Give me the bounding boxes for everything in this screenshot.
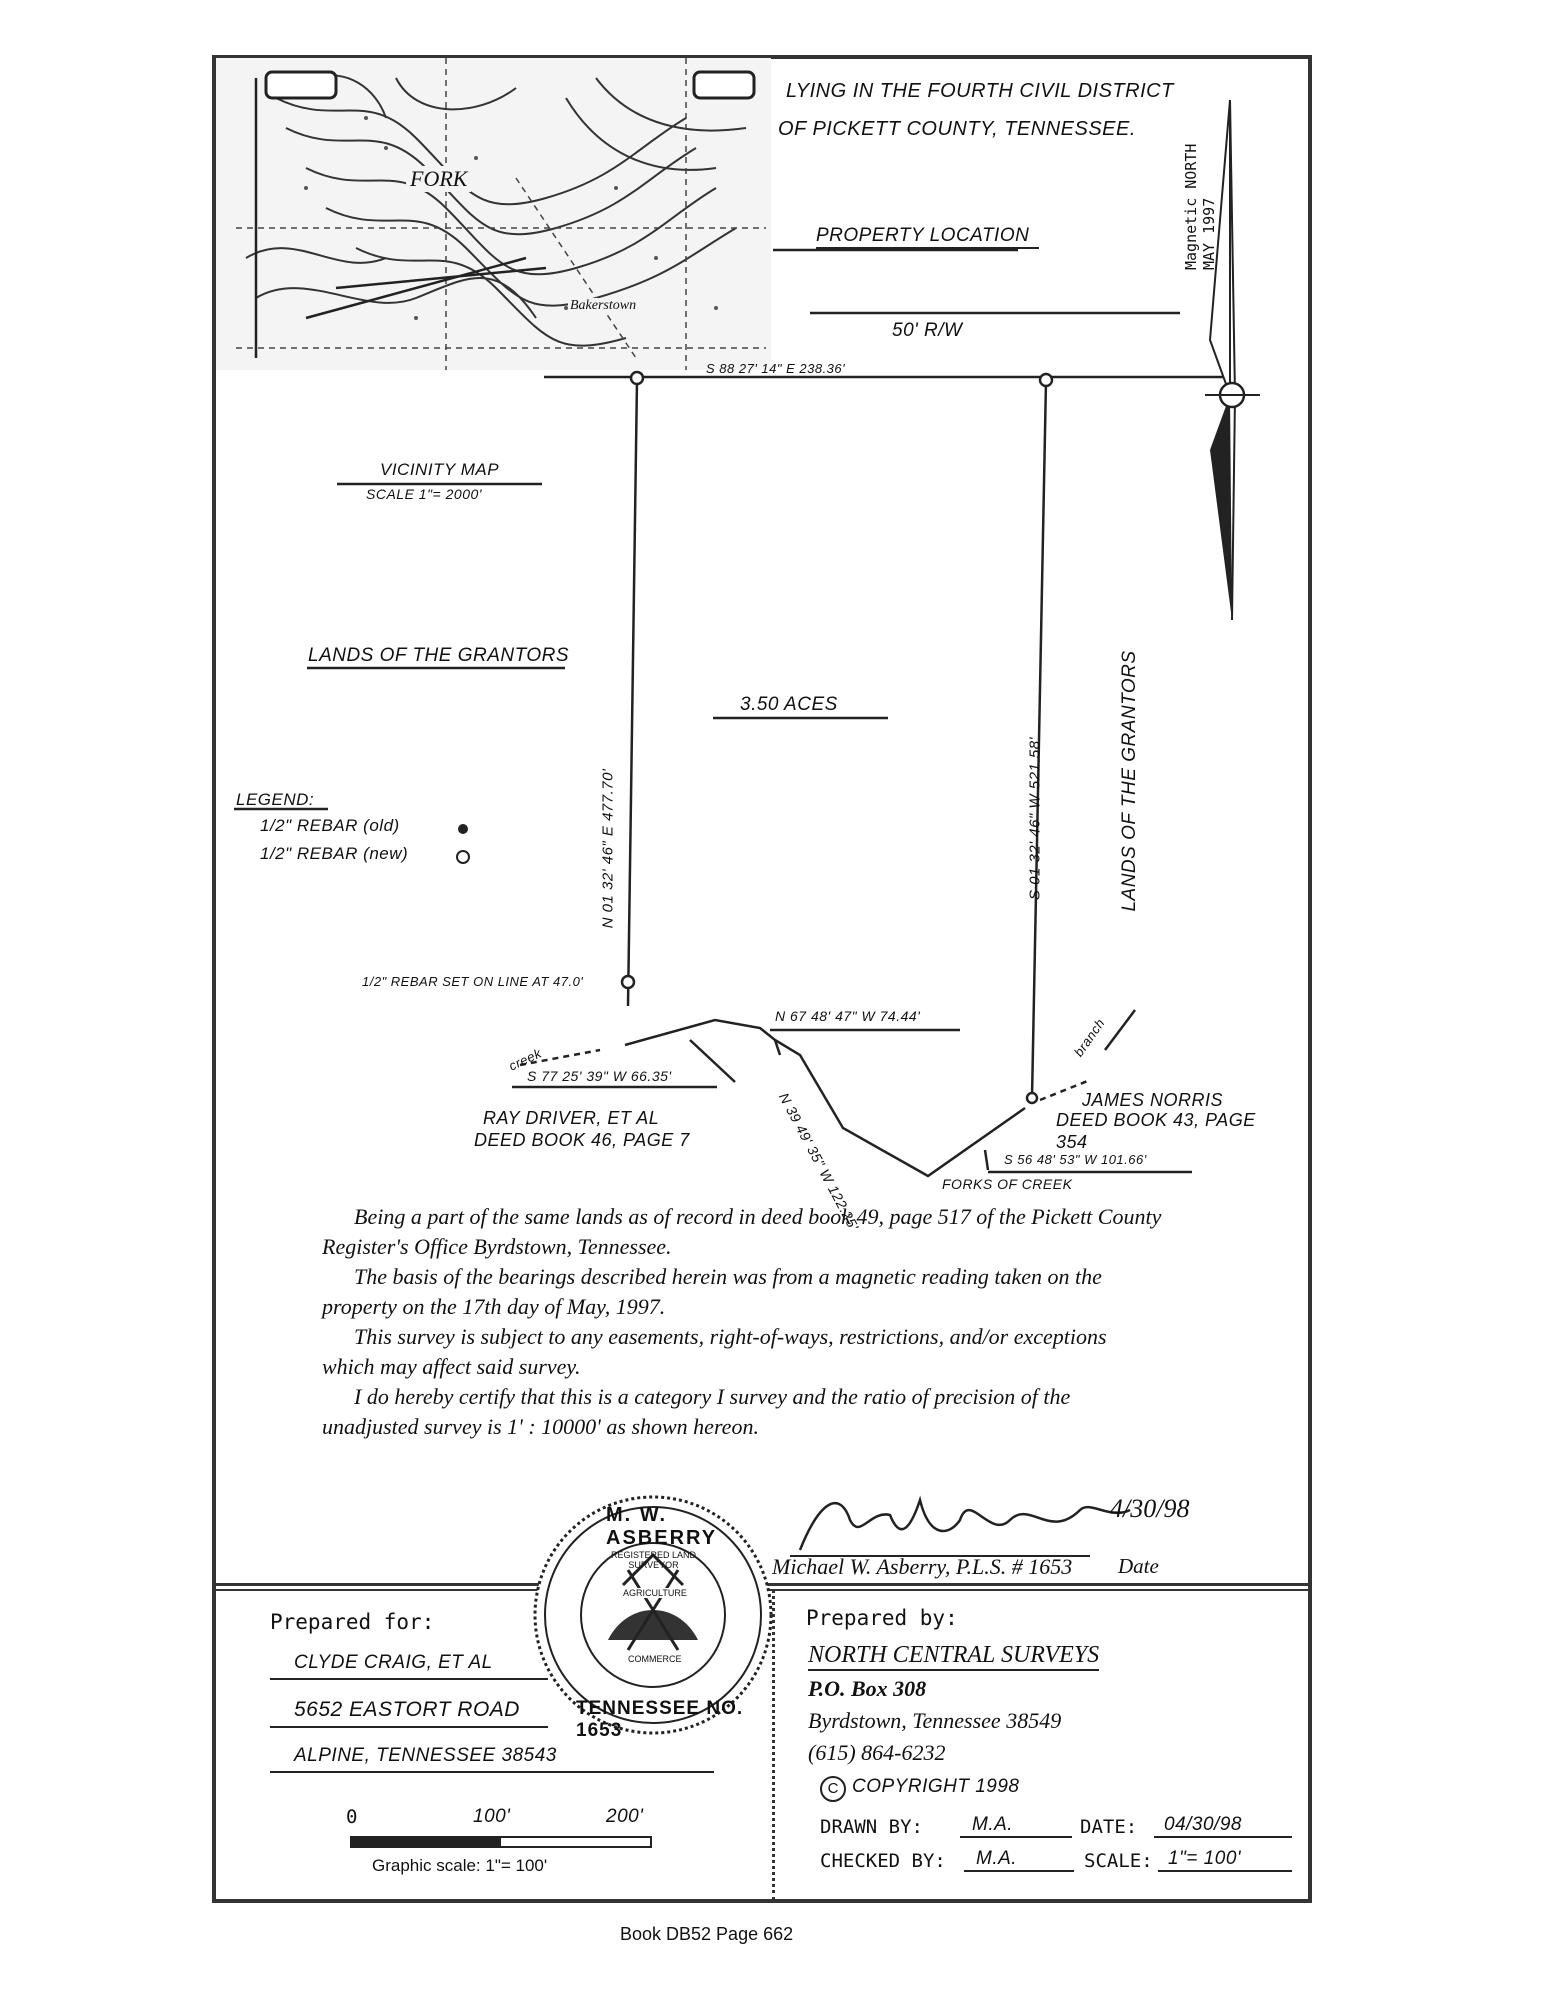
scale-value: 1"= 100' — [1158, 1848, 1292, 1872]
forks-of-creek-label: FORKS OF CREEK — [942, 1176, 1073, 1192]
date-value: 04/30/98 — [1154, 1814, 1292, 1838]
signature-date: 4/30/98 — [1110, 1494, 1190, 1523]
cert-p4b: unadjusted survey is 1' : 10000' as shown hereon. — [322, 1414, 759, 1439]
client-name: CLYDE CRAIG, ET AL — [270, 1652, 548, 1680]
north-line-call: S 88 27' 14" E 238.36' — [706, 361, 846, 376]
legend-item-old: 1/2" REBAR (old) — [260, 816, 400, 835]
north-label-2: MAY 1997 — [1200, 197, 1218, 270]
book-page-footer: Book DB52 Page 662 — [620, 1924, 794, 1944]
call-3-label: N 39 49' 35" W 122.25' — [775, 1090, 863, 1234]
rebar-new-marker-ne — [1040, 374, 1052, 386]
cert-p1a: Being a part of the same lands as of record in deed book 49, page 517 of the Pickett County — [354, 1204, 1162, 1229]
signature-date-label: Date — [1118, 1554, 1159, 1578]
west-boundary-line — [628, 380, 637, 1006]
property-location-label: PROPERTY LOCATION — [816, 225, 1039, 249]
scale-label: SCALE: — [1084, 1850, 1153, 1872]
cert-p1b: Register's Office Byrdstown, Tennessee. — [322, 1234, 672, 1259]
scale-tick-100: 100' — [473, 1806, 511, 1827]
scale-tick-0: 0 — [346, 1806, 358, 1828]
rebar-new-symbol-icon — [456, 850, 470, 864]
seal-bottom-text: TENNESSEE NO. 1653 — [576, 1698, 744, 1741]
company-name: NORTH CENTRAL SURVEYS — [808, 1642, 1099, 1671]
call-4-label: S 56 48' 53" W 101.66' — [1004, 1152, 1147, 1167]
area-label: 3.50 ACES — [740, 694, 838, 715]
client-address: 5652 EASTORT ROAD — [270, 1698, 548, 1728]
adjoiner-west-name: RAY DRIVER, ET AL — [483, 1108, 660, 1128]
seal-center-2: COMMERCE — [628, 1654, 682, 1664]
prepared-for-label: Prepared for: — [270, 1610, 435, 1634]
company-city: Byrdstown, Tennessee 38549 — [808, 1708, 1062, 1733]
client-city: ALPINE, TENNESSEE 38543 — [270, 1745, 714, 1773]
vicinity-place-fork: FORK — [406, 166, 471, 192]
copyright-text: COPYRIGHT 1998 — [852, 1776, 1020, 1797]
creek-boundary-line — [625, 1020, 1025, 1176]
rebar-old-symbol-icon — [458, 824, 468, 834]
graphic-scale-bar — [350, 1836, 652, 1848]
cert-p2a: The basis of the bearings described herein was from a magnetic reading taken on the — [354, 1264, 1102, 1289]
north-label-1: Magnetic NORTH — [1182, 143, 1200, 270]
rebar-new-marker-nw — [631, 372, 643, 384]
checked-by-value: M.A. — [964, 1848, 1074, 1872]
adjoiner-east-deed: DEED BOOK 43, PAGE — [1056, 1110, 1256, 1130]
branch-leader — [1105, 1010, 1135, 1050]
scale-tick-200: 200' — [606, 1806, 644, 1827]
cert-p4a: I do hereby certify that this is a category I survey and the ratio of precision of the — [354, 1384, 1071, 1409]
adjoiner-east-name: JAMES NORRIS — [1082, 1090, 1224, 1110]
legend-title: LEGEND: — [236, 790, 315, 809]
west-line-call: N 01 32' 46" E 477.70' — [599, 768, 617, 929]
graphic-scale-caption: Graphic scale: 1"= 100' — [372, 1856, 548, 1875]
cert-p3a: This survey is subject to any easements, right-of-ways, restrictions, and/or exceptions — [354, 1324, 1107, 1349]
seal-top-text: M. W. ASBERRY — [606, 1504, 718, 1549]
cert-p3b: which may affect said survey. — [322, 1354, 581, 1379]
surveyor-seal — [528, 1490, 778, 1740]
date-label: DATE: — [1080, 1816, 1138, 1838]
rebar-new-marker-se — [1027, 1093, 1037, 1103]
creek-label: creek — [506, 1045, 544, 1074]
company-box: P.O. Box 308 — [808, 1676, 927, 1701]
drawn-by-label: DRAWN BY: — [820, 1816, 923, 1838]
vicinity-map-scale: SCALE 1"= 2000' — [366, 486, 482, 502]
call-4-tick — [985, 1150, 988, 1170]
adjoiner-west-deed: DEED BOOK 46, PAGE 7 — [474, 1130, 690, 1150]
east-line-call: S 01 32' 46" W 521.58' — [1026, 737, 1044, 900]
graphic-scale-bar-filled — [352, 1838, 501, 1846]
cert-p2b: property on the 17th day of May, 1997. — [322, 1294, 666, 1319]
prepared-by-label: Prepared by: — [806, 1606, 958, 1630]
location-line-1: LYING IN THE FOURTH CIVIL DISTRICT — [786, 80, 1174, 102]
adjoiner-east-page: 354 — [1056, 1132, 1088, 1152]
lands-of-grantors-east: LANDS OF THE GRANTORS — [1119, 650, 1140, 912]
call-2-label: N 67 48' 47" W 74.44' — [775, 1008, 921, 1024]
call-1-leader — [690, 1040, 735, 1082]
call-1-label: S 77 25' 39" W 66.35' — [527, 1068, 672, 1084]
copyright-icon: C — [820, 1776, 846, 1802]
location-line-2: OF PICKETT COUNTY, TENNESSEE. — [778, 118, 1136, 140]
right-of-way-label: 50' R/W — [892, 320, 963, 341]
branch-label: branch — [1070, 1015, 1108, 1060]
vicinity-place-town: Bakerstown — [570, 298, 637, 313]
seal-center-1: AGRICULTURE — [623, 1588, 687, 1598]
checked-by-label: CHECKED BY: — [820, 1850, 946, 1872]
seal-inner-text: REGISTERED LAND SURVEYOR — [610, 1550, 697, 1570]
rebar-set-note: 1/2" REBAR SET ON LINE AT 47.0' — [362, 974, 584, 989]
drawn-by-value: M.A. — [960, 1814, 1072, 1838]
legend-item-new: 1/2" REBAR (new) — [260, 844, 409, 863]
rebar-new-marker-line — [622, 976, 634, 988]
company-phone: (615) 864-6232 — [808, 1740, 946, 1765]
lands-of-grantors-west: LANDS OF THE GRANTORS — [308, 645, 570, 666]
vicinity-map-title: VICINITY MAP — [380, 460, 500, 479]
certification-text — [322, 1202, 1242, 1442]
north-arrow-label — [1182, 70, 1218, 270]
surveyor-name: Michael W. Asberry, P.L.S. # 1653 — [772, 1554, 1073, 1579]
